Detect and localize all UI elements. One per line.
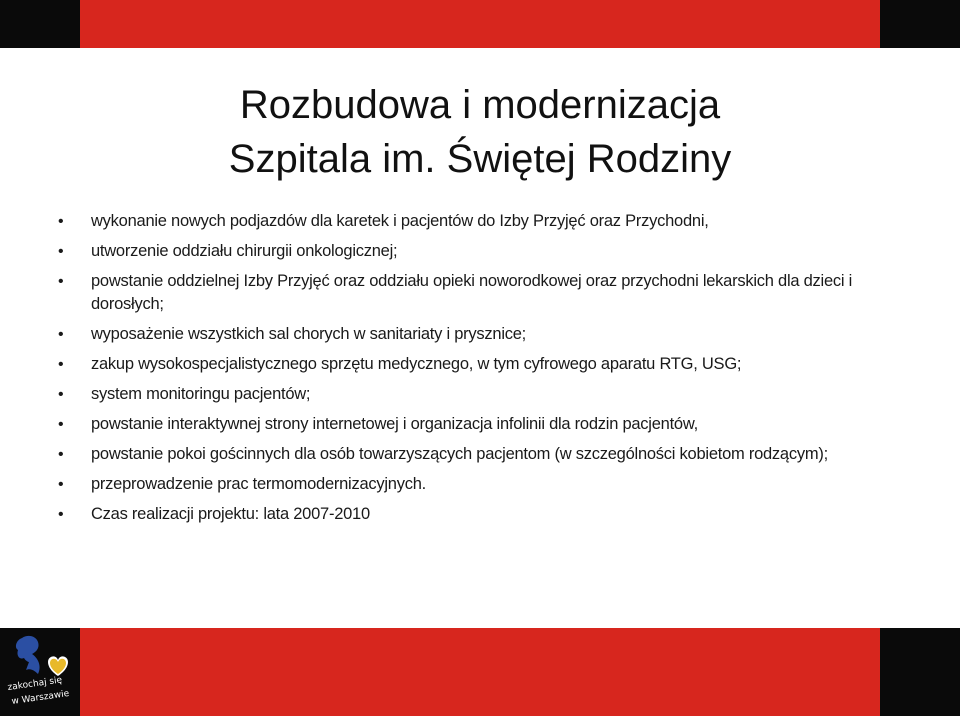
- list-item-text: system monitoringu pacjentów;: [91, 385, 311, 403]
- top-decorative-bar: [0, 0, 960, 48]
- bottom-bar-right-block: [880, 628, 960, 716]
- bottom-bar-red-stripe: [80, 628, 880, 716]
- bullet-icon: •: [58, 243, 64, 260]
- title-line-1: Rozbudowa i modernizacja: [239, 83, 721, 127]
- bottom-decorative-bar: [0, 628, 960, 716]
- list-item: [58, 503, 918, 526]
- bullet-list: [58, 210, 918, 533]
- bullet-icon: •: [58, 356, 64, 373]
- list-item-text: wykonanie nowych podjazdów dla karetek i pacjentów do Izby Przyjęć oraz Przychodni,: [91, 212, 709, 230]
- svg-text:w Warszawie: w Warszawie: [11, 688, 70, 707]
- bullet-icon: •: [58, 446, 64, 463]
- bullet-icon: •: [58, 386, 64, 403]
- svg-text:zakochaj się: zakochaj się: [7, 675, 63, 693]
- bullet-icon: •: [58, 273, 64, 290]
- bullet-icon: •: [58, 506, 64, 523]
- bullet-icon: •: [58, 416, 64, 433]
- list-item-text: wyposażenie wszystkich sal chorych w sanitariaty i prysznice;: [91, 325, 526, 343]
- list-item: [58, 383, 918, 406]
- list-item-text: zakup wysokospecjalistycznego sprzętu medycznego, w tym cyfrowego aparatu RTG, USG;: [91, 355, 742, 373]
- list-item-text: Czas realizacji projektu: lata 2007-2010: [91, 505, 370, 523]
- warsaw-logo-icon: [2, 632, 78, 714]
- title-line-2: Szpitala im. Świętej Rodziny: [228, 137, 732, 181]
- list-item: [58, 240, 918, 263]
- list-item: [58, 473, 918, 496]
- list-item-text: powstanie interaktywnej strony internetowej i organizacja infolinii dla rodzin pacjentów,: [91, 415, 698, 433]
- list-item: [58, 443, 918, 466]
- list-item: [58, 323, 918, 346]
- top-bar-right-block: [880, 0, 960, 48]
- top-bar-red-stripe: [80, 0, 880, 48]
- list-item: [58, 210, 918, 233]
- bullet-icon: •: [58, 476, 64, 493]
- list-item-text: powstanie oddzielnej Izby Przyjęć oraz oddziału opieki noworodkowej oraz przychodni lekarskich dla dzieci i dorosłych;: [91, 272, 853, 313]
- list-item: [58, 353, 918, 376]
- bullet-icon: •: [58, 326, 64, 343]
- list-item-text: przeprowadzenie prac termomodernizacyjnych.: [91, 475, 426, 493]
- list-item-text: powstanie pokoi gościnnych dla osób towarzyszących pacjentom (w szczególności kobietom rodzącym);: [91, 445, 828, 463]
- top-bar-left-block: [0, 0, 80, 48]
- list-item: [58, 413, 918, 436]
- list-item: [58, 270, 918, 316]
- bullet-icon: •: [58, 213, 64, 230]
- list-item-text: utworzenie oddziału chirurgii onkologicznej;: [91, 242, 398, 260]
- slide-title: [180, 78, 780, 186]
